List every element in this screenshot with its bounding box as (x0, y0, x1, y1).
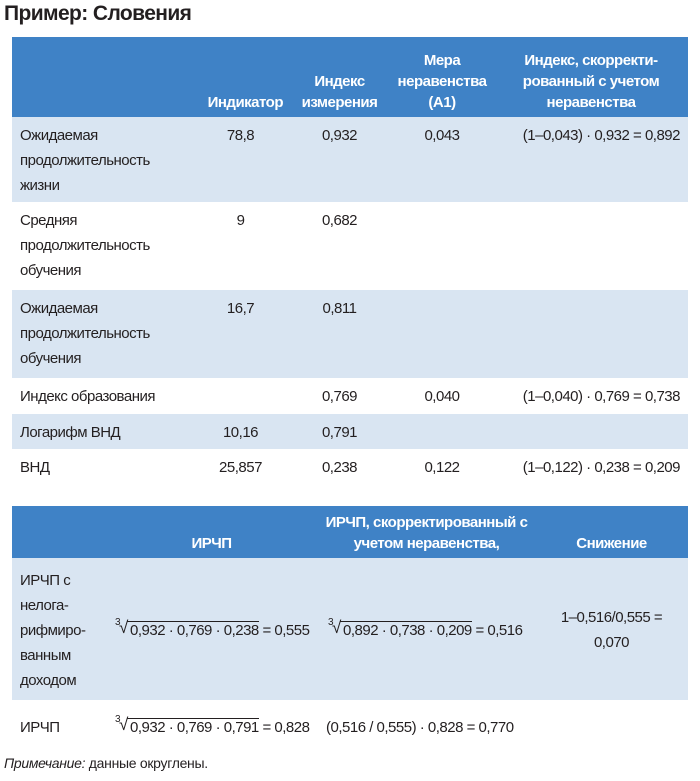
table-row (12, 290, 688, 378)
row-label: Ожидаемая продолжительность обучения (12, 290, 192, 378)
row-label: Средняя продолжительность обучения (12, 202, 192, 290)
table-row (12, 117, 688, 202)
table-row (12, 378, 688, 414)
index-cell: 0,238 (289, 449, 390, 485)
cube-root: 3 √ 0,892 · 0,738 · 0,209 (328, 616, 472, 639)
inequality-cell (390, 414, 494, 449)
header-loss: Снижение (535, 506, 688, 558)
hdi-formula (105, 558, 318, 700)
indicator-cell: 78,8 (192, 117, 289, 202)
adjusted-cell (494, 414, 688, 449)
row-label: Ожидаемая продолжительность жизни (12, 117, 192, 202)
index-cell: 0,932 (289, 117, 390, 202)
header-empty (12, 37, 192, 117)
table-header-row (12, 506, 688, 558)
footnote-text: данные округлены. (85, 755, 208, 771)
ihdi-formula (318, 558, 535, 700)
row-label: ИРЧП с нелога-рифмиро-ванным доходом (12, 558, 105, 700)
loss-cell: 1–0,516/0,555 = 0,070 (535, 558, 688, 700)
radical-sign: √ (119, 714, 128, 734)
footnote-prefix: Примечание: (4, 755, 86, 771)
inequality-cell: 0,043 (390, 117, 494, 202)
row-label: Логарифм ВНД (12, 414, 192, 449)
inequality-cell (390, 290, 494, 378)
table-row (12, 449, 688, 485)
header-adjusted: Индекс, скорректи-рованный с учетом неравенства (494, 37, 688, 117)
table-row (12, 414, 688, 449)
hdi-result: = 0,828 (258, 718, 310, 736)
table-row (12, 700, 688, 752)
indicator-cell: 9 (192, 202, 289, 290)
ihdi-formula: (0,516 / 0,555) · 0,828 = 0,770 (318, 700, 535, 752)
cube-root: 3 √ 0,932 · 0,769 · 0,791 (115, 713, 259, 736)
inequality-cell: 0,040 (390, 378, 494, 414)
radical-sign: √ (332, 617, 341, 637)
adjusted-cell: (1–0,040) · 0,769 = 0,738 (494, 378, 688, 414)
row-label: ВНД (12, 449, 192, 485)
adjusted-cell (494, 202, 688, 290)
footnote (4, 755, 208, 771)
indicators-table (12, 37, 688, 485)
header-empty (12, 506, 105, 558)
header-indicator: Индикатор (192, 37, 289, 117)
adjusted-cell: (1–0,043) · 0,932 = 0,892 (494, 117, 688, 202)
indicator-cell: 10,16 (192, 414, 289, 449)
index-cell: 0,791 (289, 414, 390, 449)
header-index: Индекс измерения (289, 37, 390, 117)
header-hdi: ИРЧП (105, 506, 318, 558)
adjusted-cell (494, 290, 688, 378)
cube-root: 3 √ 0,932 · 0,769 · 0,238 (115, 616, 259, 639)
page-title: Пример: Словения (4, 2, 192, 25)
indicator-cell (192, 378, 289, 414)
table-row (12, 558, 688, 700)
inequality-cell: 0,122 (390, 449, 494, 485)
row-label: Индекс образования (12, 378, 192, 414)
index-cell: 0,769 (289, 378, 390, 414)
table-header-row (12, 37, 688, 117)
table-row (12, 202, 688, 290)
index-cell: 0,811 (289, 290, 390, 378)
header-ihdi: ИРЧП, скорректированный с учетом неравенства, (318, 506, 535, 558)
row-label: ИРЧП (12, 700, 105, 752)
indicator-cell: 25,857 (192, 449, 289, 485)
adjusted-cell: (1–0,122) · 0,238 = 0,209 (494, 449, 688, 485)
hdi-formula (105, 700, 318, 752)
indicator-cell: 16,7 (192, 290, 289, 378)
hdi-result: = 0,555 (258, 621, 310, 639)
ihdi-result: = 0,516 (471, 621, 523, 639)
header-inequality: Мера неравенства (A1) (390, 37, 494, 117)
hdi-table (12, 506, 688, 752)
inequality-cell (390, 202, 494, 290)
index-cell: 0,682 (289, 202, 390, 290)
radical-sign: √ (119, 617, 128, 637)
loss-cell (535, 700, 688, 752)
